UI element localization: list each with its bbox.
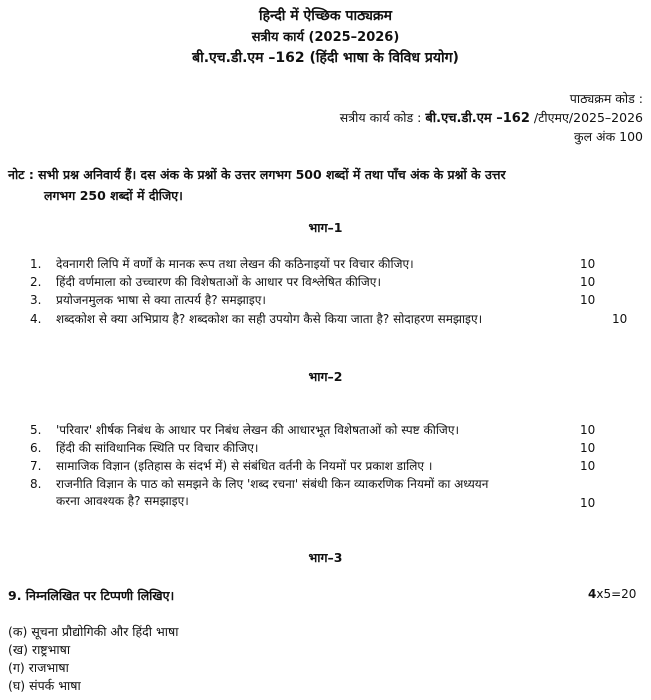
question-marks: 10	[580, 459, 596, 473]
sub-question: (घ) संपर्क भाषा	[8, 678, 81, 693]
question-number: 5.	[30, 423, 42, 437]
assignment-code-label: सत्रीय कार्य कोड :	[339, 110, 422, 125]
sub-question: (ग) राजभाषा	[8, 660, 69, 675]
question-9-marks-rest: x5=20	[596, 587, 637, 601]
question-text: हिंदी की सांविधानिक स्थिति पर विचार कीजिए।	[56, 441, 259, 455]
question-number: 8.	[30, 477, 42, 491]
question-text: 'परिवार' शीर्षक निबंध के आधार पर निबंध लेखन की आधारभूत विशेषताओं को स्पष्ट कीजिए।	[56, 423, 460, 437]
question-number: 1.	[30, 257, 42, 271]
question-text-line-1: राजनीति विज्ञान के पाठ को समझने के लिए 'शब्द रचना' संबंधी किन व्याकरणिक नियमों का अध्ययन	[56, 477, 489, 491]
question-marks: 10	[580, 441, 596, 455]
note-line-2: लगभग 250 शब्दों में दीजिए।	[44, 188, 183, 203]
question-number: 2.	[30, 275, 42, 289]
question-text: देवनागरी लिपि में वर्णों के मानक रूप तथा लेखन की कठिनाइयों पर विचार कीजिए।	[56, 257, 414, 271]
question-text: प्रयोजनमुलक भाषा से क्या तात्पर्य है? समझाइए।	[56, 293, 266, 307]
sub-question: (क) सूचना प्रौद्योगिकी और हिंदी भाषा	[8, 624, 179, 639]
question-9-text: 9. निम्नलिखित पर टिप्पणी लिखिए।	[8, 588, 175, 603]
note-line-1: नोट : सभी प्रश्न अनिवार्य हैं। दस अंक के प्रश्नों के उत्तर लगभग 500 शब्दों में तथा पाँच अंक के प्रश्नों के उत्तर	[8, 167, 506, 182]
question-marks: 10	[580, 257, 596, 271]
question-marks: 10	[580, 275, 596, 289]
question-text: शब्दकोश से क्या अभिप्राय है? शब्दकोश का सही उपयोग कैसे किया जाता है? सोदाहरण समझाइए।	[56, 312, 483, 326]
total-marks: कुल अंक 100	[573, 129, 643, 144]
section-heading-3: भाग–3	[308, 550, 343, 565]
question-marks: 10	[580, 423, 596, 437]
course-title: बी.एच.डी.एम –162 (हिंदी भाषा के विविध प्रयोग)	[192, 50, 459, 66]
assignment-code-suffix: /टीएमए/2025–2026	[533, 110, 643, 125]
section-heading-1: भाग–1	[308, 220, 343, 235]
instructions-note	[8, 164, 638, 206]
question-text	[56, 476, 636, 510]
document-title: हिन्दी में ऐच्छिक पाठ्यक्रम	[258, 8, 393, 24]
question-marks: 10	[580, 496, 596, 510]
question-9-marks-count: 4	[588, 587, 597, 601]
question-number: 7.	[30, 459, 42, 473]
course-code: पाठ्यक्रम कोड :	[569, 91, 643, 106]
sub-question: (ख) राष्ट्रभाषा	[8, 642, 71, 657]
document-subtitle: सत्रीय कार्य (2025–2026)	[251, 30, 400, 45]
assignment-code-value: बी.एच.डी.एम –162	[425, 111, 530, 126]
question-marks: 10	[580, 293, 596, 307]
question-number: 6.	[30, 441, 42, 455]
question-number: 3.	[30, 293, 42, 307]
assignment-code	[340, 108, 643, 126]
question-text: हिंदी वर्णमाला को उच्चारण की विशेषताओं के आधार पर विश्लेषित कीजिए।	[56, 275, 381, 289]
question-number: 4.	[30, 312, 42, 326]
question-marks: 10	[612, 312, 628, 326]
question-text-line-2: करना आवश्यक है? समझाइए।	[56, 494, 189, 508]
question-9-marks	[588, 587, 636, 601]
question-text: सामाजिक विज्ञान (इतिहास के संदर्भ में) से संबंधित वर्तनी के नियमों पर प्रकाश डालिए ।	[56, 459, 433, 473]
section-heading-2: भाग–2	[308, 369, 343, 384]
